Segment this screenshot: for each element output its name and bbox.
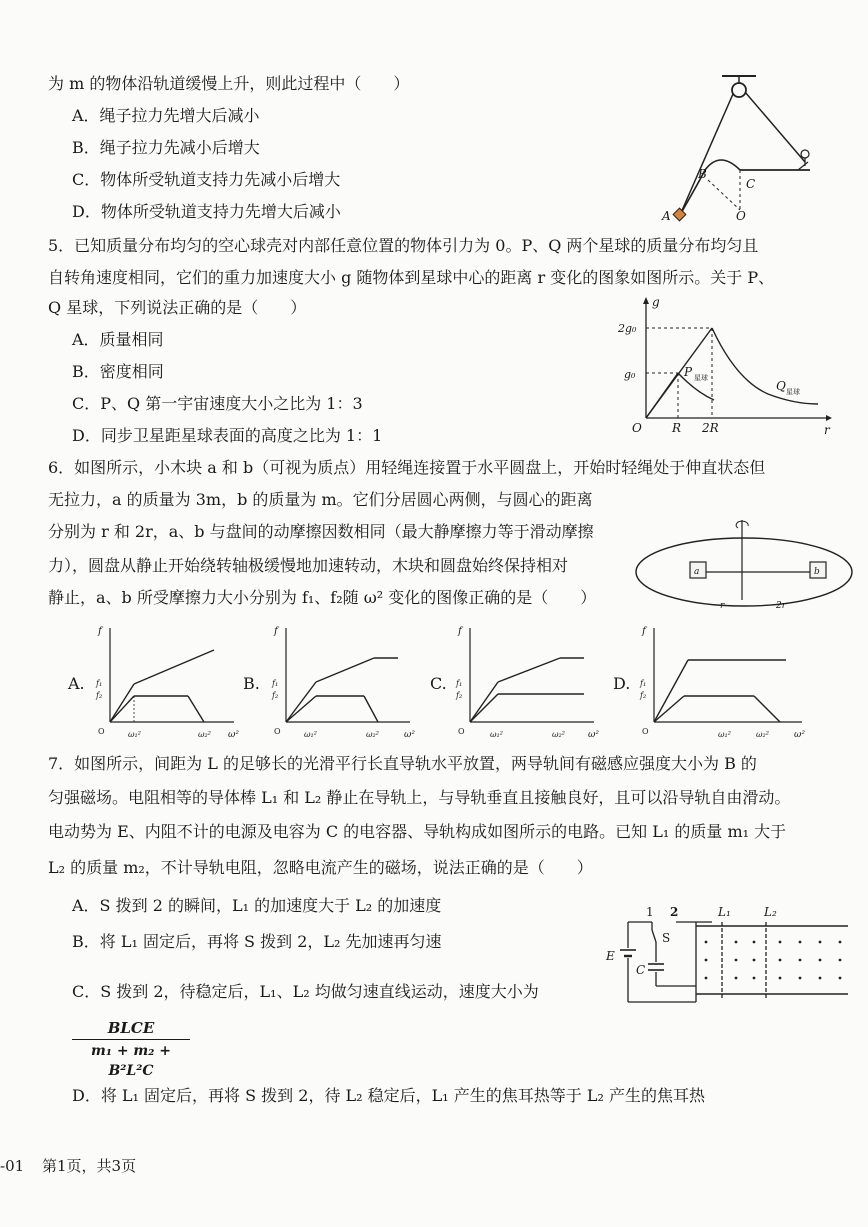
q6c-w1: ω₁²	[490, 730, 503, 739]
q6-graph-label-a: A.	[68, 674, 85, 693]
q7-option-c: C．S 拨到 2，待稳定后，L₁、L₂ 均做匀速直线运动，速度大小为	[72, 982, 539, 1001]
q7-option-b: B．将 L₁ 固定后，再将 S 拨到 2，L₂ 先加速再匀速	[72, 932, 442, 951]
q6-disk-figure	[634, 512, 856, 612]
q7-fraction-bar	[72, 1039, 190, 1040]
q7-option-d: D．将 L₁ 固定后，再将 S 拨到 2，待 L₂ 稳定后，L₁ 产生的焦耳热等于 L₂ 产生的焦耳热	[72, 1086, 705, 1105]
q5-option-c: C．P、Q 第一宇宙速度大小之比为 1：3	[72, 394, 363, 413]
q6-graph-label-b: B.	[243, 674, 260, 693]
q6a-f1: f₁	[96, 679, 103, 688]
q5-label-q-sub: 星球	[786, 388, 800, 396]
footer-code: -01	[0, 1157, 25, 1175]
q6-dist-r: r	[720, 601, 725, 611]
q6a-f2: f₂	[96, 691, 103, 700]
q5-option-d: D．同步卫星距星球表面的高度之比为 1：1	[72, 426, 383, 445]
q6-stem-line-4: 力），圆盘从静止开始绕转轴极缓慢地加速转动，木块和圆盘始终保持相对	[48, 556, 569, 575]
q7-circuit-figure	[600, 902, 852, 1020]
q6-graph-d	[636, 622, 808, 742]
q5-g-r-graph	[618, 292, 838, 440]
q7-stem-line-3: 电动势为 E、内阻不计的电源及电容为 C 的电容器、导轨构成如图所示的电路。已知 L₁ 的质量 m₁ 大于	[48, 822, 787, 841]
q6b-f1: f₁	[272, 679, 279, 688]
q4-track-figure	[660, 70, 830, 230]
q7-switch-pos-2: 2	[670, 905, 679, 919]
q6c-axis-f: f	[458, 626, 462, 637]
q6d-origin: O	[642, 727, 649, 736]
q5-label-q: Q	[776, 379, 786, 393]
q7-fraction-denominator: m₁ + m₂ + B²L²C	[91, 1043, 171, 1079]
q7-switch-s: S	[662, 931, 671, 945]
q7-switch-pos-1: 1	[646, 905, 654, 919]
q6b-origin: O	[274, 727, 281, 736]
q6-block-b: b	[814, 567, 820, 577]
q6a-axis-f: f	[98, 626, 102, 637]
q5-tick-r: R	[672, 421, 682, 435]
q4-label-a: A	[662, 209, 671, 223]
q5-axis-r: r	[824, 423, 830, 437]
q4-label-o: O	[736, 209, 746, 223]
q6b-f2: f₂	[272, 691, 279, 700]
q6-dist-2r: 2r	[776, 601, 787, 611]
q7-label-e: E	[606, 949, 615, 963]
q5-stem-line-1: 5．已知质量分布均匀的空心球壳对内部任意位置的物体引力为 0。P、Q 两个星球的质量分布均匀且	[48, 236, 759, 255]
q5-label-p: P	[684, 365, 693, 379]
q6d-axis-w: ω²	[794, 730, 805, 740]
q6c-f1: f₁	[456, 679, 463, 688]
q6a-axis-w: ω²	[228, 730, 239, 740]
q4-label-b: B	[698, 167, 707, 181]
q6a-origin: O	[98, 727, 105, 736]
q4-option-b: B．绳子拉力先减小后增大	[72, 138, 260, 157]
q6-stem-line-5: 静止，a、b 所受摩擦力大小分别为 f₁、f₂随 ω² 变化的图像正确的是（ ）	[48, 588, 597, 607]
q6b-w1: ω₁²	[304, 730, 317, 739]
q6-graph-label-c: C.	[430, 674, 447, 693]
q7-fraction-numerator: BLCE	[107, 1019, 155, 1037]
q7-label-l1: L₁	[718, 905, 731, 919]
q6c-origin: O	[458, 727, 465, 736]
q5-origin: O	[632, 421, 642, 435]
q6d-w1: ω₁²	[718, 730, 731, 739]
q4-label-c: C	[746, 177, 756, 191]
q4-option-c: C．物体所受轨道支持力先减小后增大	[72, 170, 341, 189]
q5-label-g0: g₀	[624, 368, 636, 381]
q5-option-b: B．密度相同	[72, 362, 164, 381]
q6b-axis-w: ω²	[404, 730, 415, 740]
q6-graph-c	[452, 622, 602, 742]
q5-stem-line-2: 自转角速度相同，它们的重力加速度大小 g 随物体到星球中心的距离 r 变化的图象如图所示。关于 P、	[48, 268, 775, 287]
q6a-w2: ω₂²	[198, 730, 211, 739]
q6-stem-line-2: 无拉力，a 的质量为 3m，b 的质量为 m。它们分居圆心两侧，与圆心的距离	[48, 490, 593, 509]
footer-page-number: 第1页，共3页	[42, 1157, 137, 1175]
q6c-axis-w: ω²	[588, 730, 599, 740]
q7-stem-line-1: 7．如图所示，间距为 L 的足够长的光滑平行长直导轨水平放置，两导轨间有磁感应强度大小为 B 的	[48, 754, 757, 773]
q5-option-a: A．质量相同	[72, 330, 164, 349]
q6-graph-label-d: D.	[613, 674, 631, 693]
q6-block-a: a	[694, 567, 700, 577]
q6b-axis-f: f	[274, 626, 278, 637]
q4-option-d: D．物体所受轨道支持力先增大后减小	[72, 202, 341, 221]
q5-tick-2r: 2R	[702, 421, 719, 435]
q6-graph-a	[92, 622, 242, 742]
q6d-axis-f: f	[642, 626, 646, 637]
q6b-w2: ω₂²	[366, 730, 379, 739]
q5-label-2g0: 2g₀	[618, 322, 637, 335]
q7-option-a: A．S 拨到 2 的瞬间，L₁ 的加速度大于 L₂ 的加速度	[72, 896, 442, 915]
q6d-w2: ω₂²	[756, 730, 769, 739]
q6c-f2: f₂	[456, 691, 463, 700]
q6d-f1: f₁	[640, 679, 647, 688]
q7-option-c-fraction	[72, 1018, 190, 1081]
q5-label-p-sub: 星球	[694, 374, 708, 382]
q5-axis-g: g	[652, 295, 660, 309]
q5-stem-line-3: Q 星球，下列说法正确的是（ ）	[48, 298, 307, 317]
q6-stem-line-1: 6．如图所示，小木块 a 和 b（可视为质点）用轻绳连接置于水平圆盘上，开始时轻绳处于伸直状态但	[48, 458, 766, 477]
q6a-w1: ω₁²	[128, 730, 141, 739]
q4-option-a: A．绳子拉力先增大后减小	[72, 106, 260, 125]
q7-stem-line-4: L₂ 的质量 m₂，不计导轨电阻，忽略电流产生的磁场，说法正确的是（ ）	[48, 858, 593, 877]
q6d-f2: f₂	[640, 691, 647, 700]
q4-stem: 为 m 的物体沿轨道缓慢上升，则此过程中（ ）	[48, 74, 410, 93]
q7-label-c: C	[636, 963, 646, 977]
q6c-w2: ω₂²	[552, 730, 565, 739]
q7-stem-line-2: 匀强磁场。电阻相等的导体棒 L₁ 和 L₂ 静止在导轨上，与导轨垂直且接触良好，且可以沿导轨自由滑动。	[48, 788, 791, 807]
q6-graph-b	[268, 622, 418, 742]
q7-label-l2: L₂	[764, 905, 777, 919]
q6-stem-line-3: 分别为 r 和 2r，a、b 与盘间的动摩擦因数相同（最大静摩擦力等于滑动摩擦	[48, 522, 594, 541]
